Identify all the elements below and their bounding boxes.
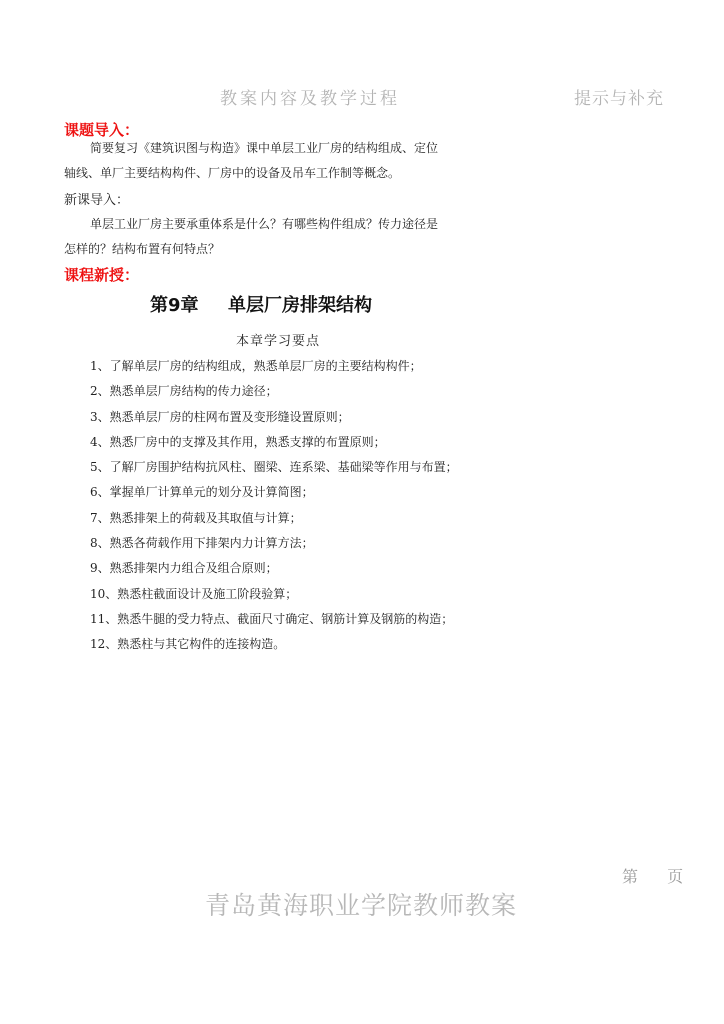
objective-item: 2、熟悉单层厂房结构的传力途径； bbox=[90, 384, 278, 399]
intro-question-line-1: 单层工业厂房主要承重体系是什么？有哪些构件组成？传力途径是 bbox=[90, 217, 439, 231]
objectives-list bbox=[90, 358, 458, 662]
objective-item: 1、了解单层厂房的结构组成，熟悉单层厂房的主要结构构件； bbox=[90, 359, 422, 373]
footer-institution: 青岛黄海职业学院教师教案 bbox=[205, 891, 518, 920]
chapter-number: 第9章 bbox=[150, 295, 199, 316]
chapter-title bbox=[150, 291, 372, 317]
objective-item: 4、熟悉厂房中的支撑及其作用，熟悉支撑的布置原则； bbox=[90, 434, 386, 449]
new-lesson-label: 新课导入： bbox=[64, 193, 130, 208]
header-side-title: 提示与补充 bbox=[574, 89, 664, 109]
lesson-heading: 课程新授： bbox=[64, 266, 140, 284]
objective-item: 12、熟悉柱与其它构件的连接构造。 bbox=[90, 637, 286, 652]
objective-item: 5、了解厂房围护结构抗风柱、圈梁、连系梁、基础梁等作用与布置； bbox=[90, 460, 458, 475]
objective-item: 6、掌握单厂计算单元的划分及计算简图； bbox=[90, 485, 314, 500]
objective-item: 11、熟悉牛腿的受力特点、截面尺寸确定、钢筋计算及钢筋的构造； bbox=[90, 611, 454, 626]
intro-heading: 课题导入： bbox=[64, 121, 140, 139]
objective-item: 9、熟悉排架内力组合及组合原则； bbox=[90, 561, 278, 576]
objective-item: 8、熟悉各荷载作用下排架内力计算方法； bbox=[90, 536, 314, 551]
intro-paragraph-line-1: 简要复习《建筑识图与构造》课中单层工业厂房的结构组成、定位 bbox=[90, 141, 439, 155]
objectives-title: 本章学习要点 bbox=[236, 334, 321, 349]
page-number-label: 第 页 bbox=[622, 867, 696, 886]
intro-question-line-2: 怎样的？结构布置有何特点？ bbox=[64, 242, 221, 256]
chapter-name: 单层厂房排架结构 bbox=[228, 295, 372, 316]
objective-item: 3、熟悉单层厂房的柱网布置及变形缝设置原则； bbox=[90, 409, 350, 424]
intro-paragraph-line-2: 轴线、单厂主要结构构件、厂房中的设备及吊车工作制等概念。 bbox=[64, 166, 401, 180]
objective-item: 7、熟悉排架上的荷载及其取值与计算； bbox=[90, 510, 302, 525]
header-main-title: 教案内容及教学过程 bbox=[220, 89, 400, 109]
objective-item: 10、熟悉柱截面设计及施工阶段验算； bbox=[90, 586, 298, 601]
